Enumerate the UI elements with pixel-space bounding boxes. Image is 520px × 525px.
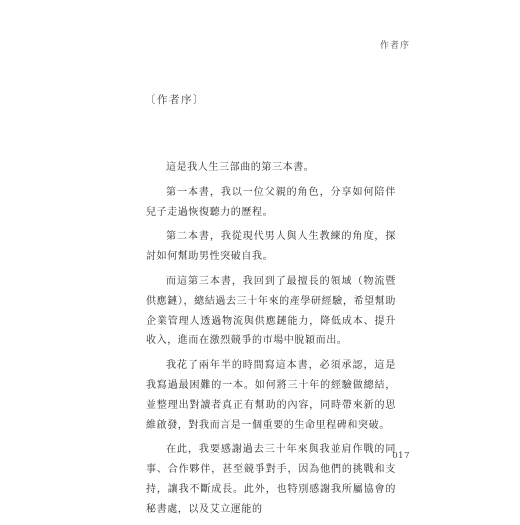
paragraph: 我花了兩年半的時間寫這本書，必須承認，這是我寫過最困難的一本。如何將三十年的經驗做總結，並整理出對讀者真正有幫助的內容，同時帶來新的思維啟發，對我而言是一個重要的生命里程碑和突破。 xyxy=(146,360,396,431)
running-header: 作者序 xyxy=(379,41,410,51)
paragraph: 這是我人生三部曲的第三本書。 xyxy=(166,162,315,173)
paragraph: 第二本書，我從現代男人與人生教練的角度，探討如何幫助男性突破自我。 xyxy=(146,231,396,263)
paragraph: 第一本書，我以一位父親的角色，分享如何陪伴兒子走過恢復聽力的歷程。 xyxy=(146,186,396,218)
page-number: 017 xyxy=(392,451,410,461)
section-title: 〔作者序〕 xyxy=(145,94,205,106)
body-text xyxy=(146,158,396,525)
paragraph: 在此，我要感謝過去三十年來與我並肩作戰的同事、合作夥伴，甚至競爭對手，因為他們的挑戰和支持，讓我不斷成長。此外，也特別感謝我所屬協會的秘書處，以及艾立運能的 xyxy=(146,444,396,515)
paragraph: 而這第三本書，我回到了最擅長的領域（物流暨供應鏈），總結過去三十年來的產學研經驗，希望幫助企業管理人透過物流與供應鏈能力，降低成本、提升收入，進而在激烈競爭的市場中脫穎而出。 xyxy=(146,275,396,347)
